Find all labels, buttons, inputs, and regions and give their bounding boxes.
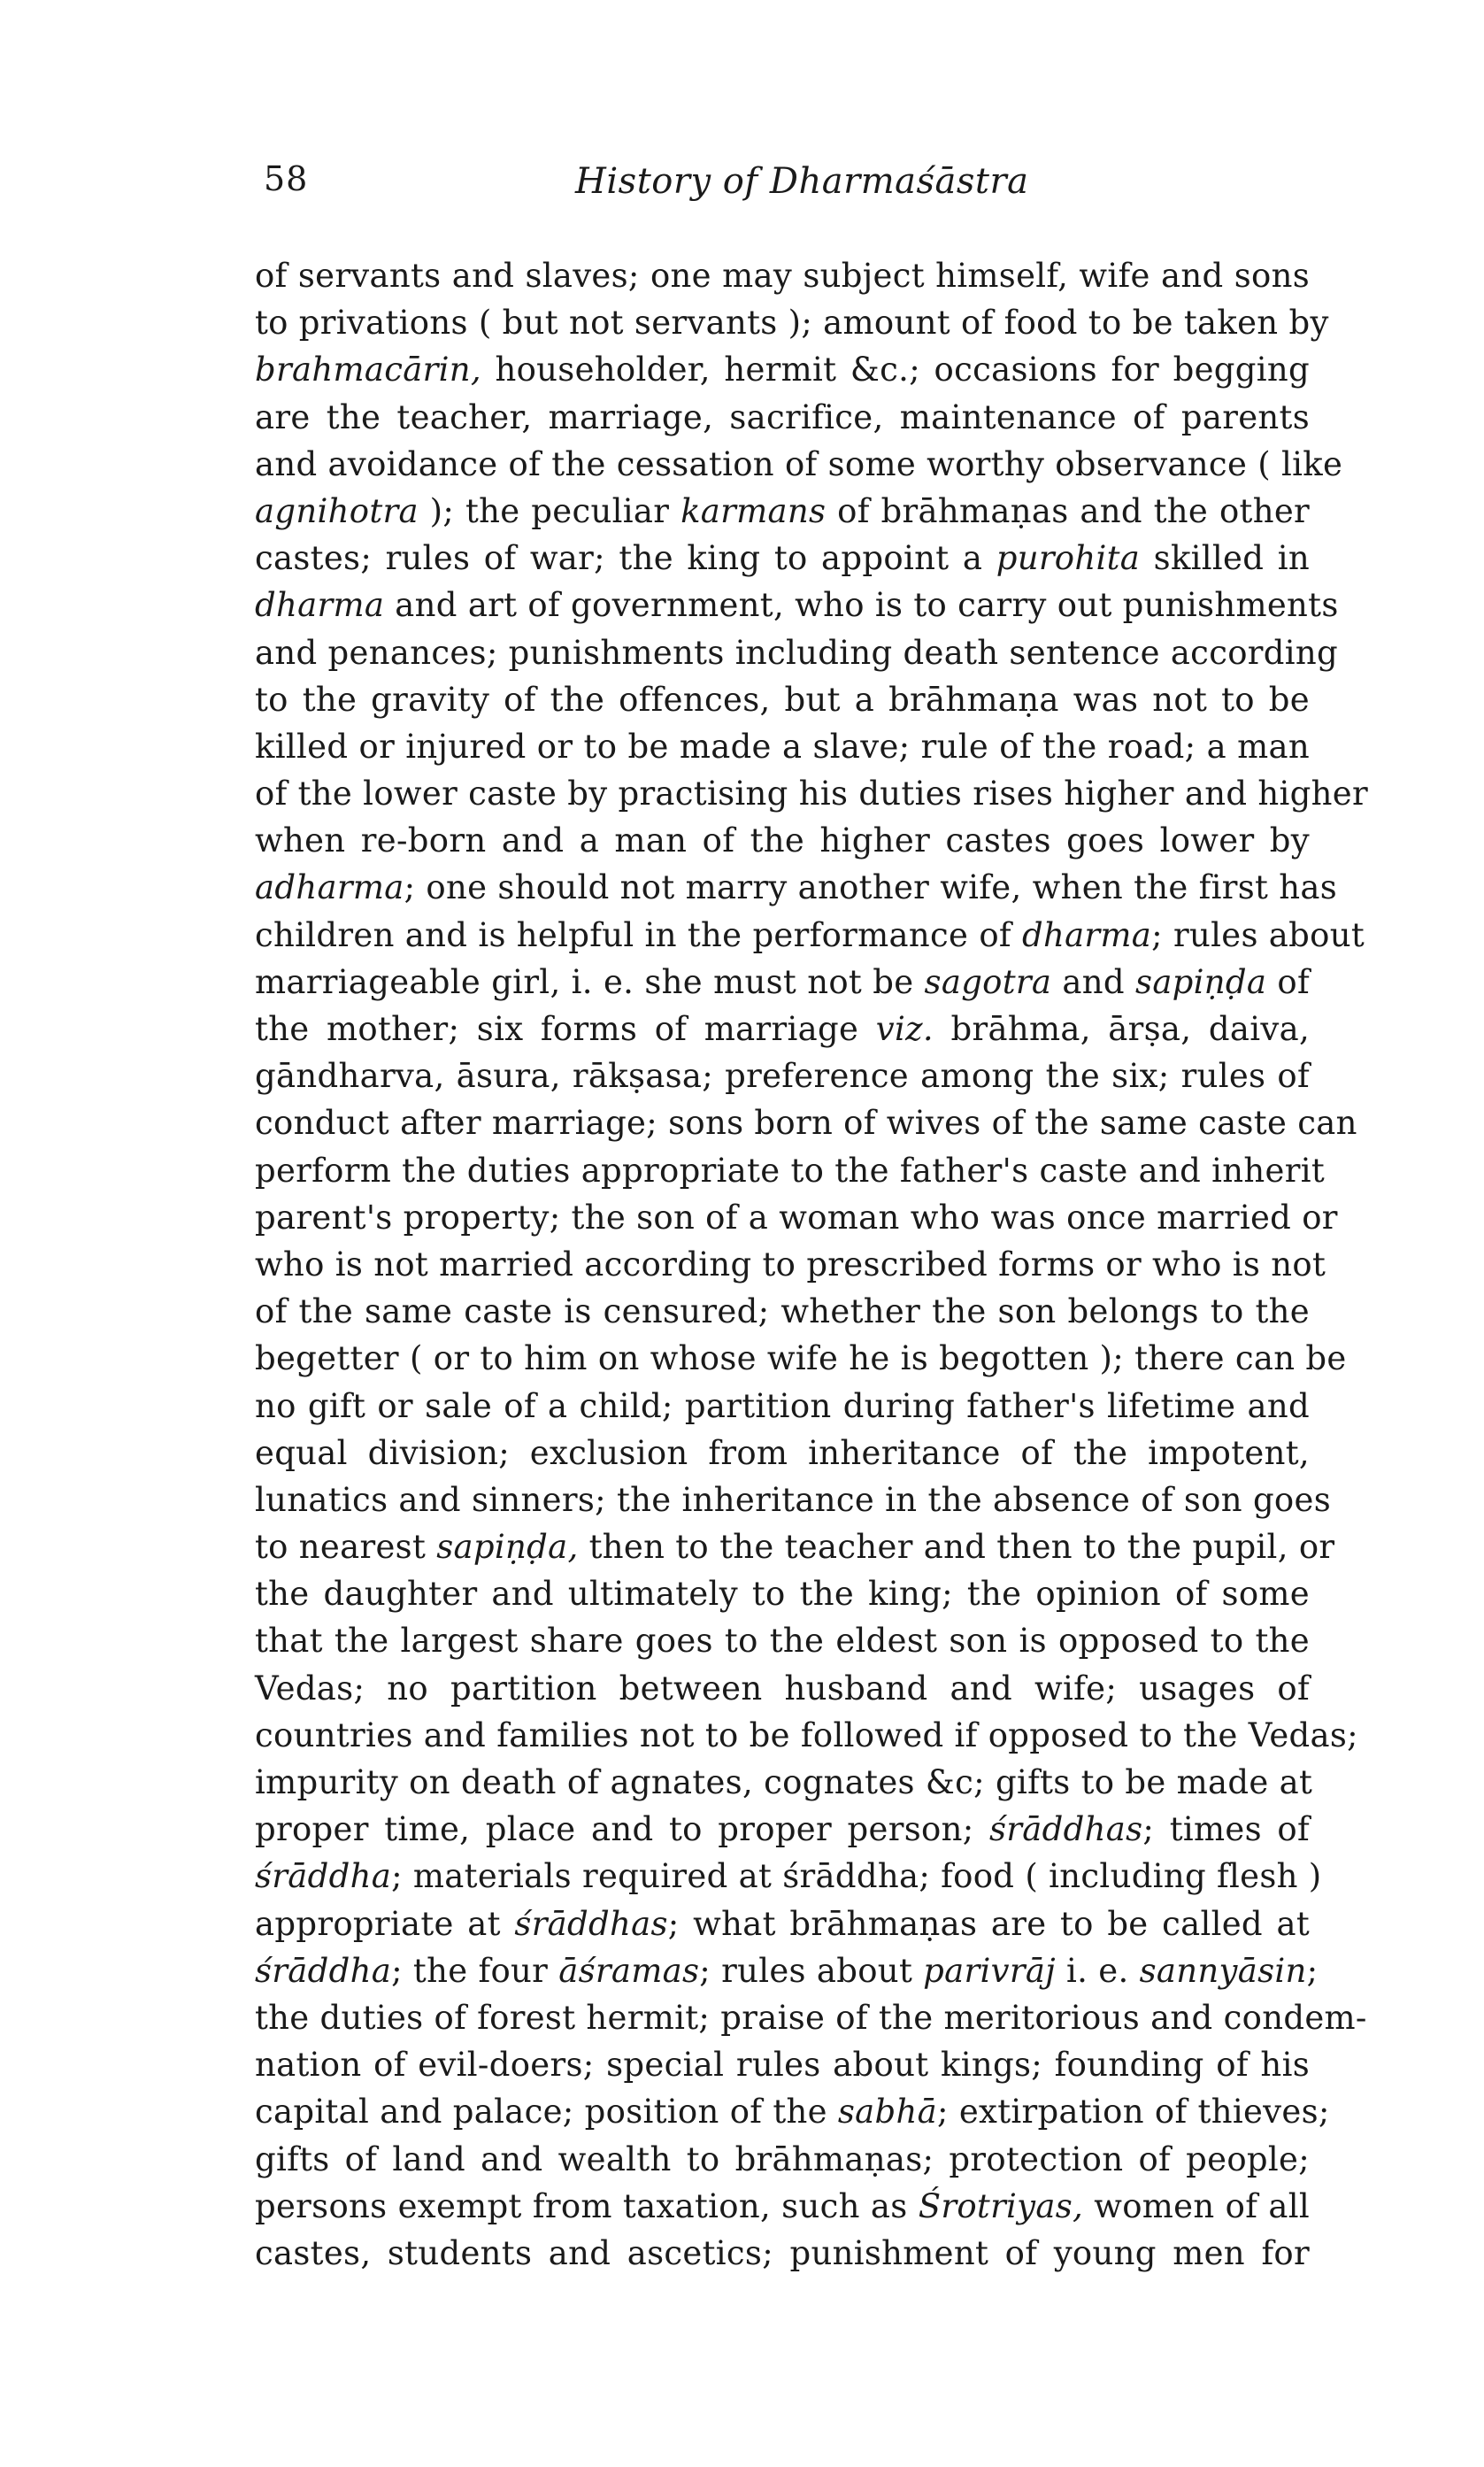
italic-term: adharma xyxy=(255,868,404,907)
text-segment: then to the teacher and then to the pupil, or xyxy=(578,1528,1335,1567)
text-line xyxy=(255,1900,1310,1947)
text-line xyxy=(255,1476,1331,1523)
text-line xyxy=(255,817,1310,864)
text-line xyxy=(255,1665,1310,1712)
text-line xyxy=(255,1570,1310,1617)
text-segment: of servants and slaves; one may subject himself, wife and sons xyxy=(255,257,1310,295)
text-segment: ; what brāhmaṇas are to be called at xyxy=(667,1904,1310,1943)
italic-term: dharma xyxy=(1021,915,1152,954)
text-segment: parent's property; the son of a woman who was once married or xyxy=(255,1198,1338,1237)
text-segment: ; the four xyxy=(391,1951,559,1990)
text-line xyxy=(255,2088,1330,2135)
text-line xyxy=(255,2136,1310,2183)
text-segment: of brāhmaṇas and the other xyxy=(826,491,1311,530)
italic-term: dharma xyxy=(255,586,385,625)
text-line xyxy=(255,2183,1310,2230)
text-line xyxy=(255,1853,1322,1900)
italic-term: brahmacārin, xyxy=(255,351,481,389)
text-line xyxy=(255,1194,1338,1241)
text-segment: ; rules about xyxy=(1151,915,1365,954)
text-segment: and xyxy=(1051,962,1136,1001)
text-segment: of the same caste is censured; whether the son belongs to the xyxy=(255,1292,1310,1331)
text-line xyxy=(255,488,1310,535)
text-segment: killed or injured or to be made a slave; rule of the road; a man xyxy=(255,727,1310,766)
text-segment: gifts of land and wealth to brāhmaṇas; protection of people; xyxy=(255,2139,1310,2178)
text-segment: skilled in xyxy=(1140,539,1310,578)
text-segment: ; materials required at śrāddha; food ( including flesh ) xyxy=(391,1857,1322,1896)
text-line xyxy=(255,1806,1310,1853)
text-segment: conduct after marriage; sons born of wives of the same caste can xyxy=(255,1104,1357,1143)
text-segment: castes; rules of war; the king to appoint a xyxy=(255,539,996,578)
text-segment: and penances; punishments including death sentence according xyxy=(255,633,1339,672)
text-segment: women of all xyxy=(1083,2186,1310,2225)
text-line xyxy=(255,346,1310,393)
text-segment: ; rules about xyxy=(699,1951,924,1990)
text-segment: countries and families not to be followed if opposed to the Vedas; xyxy=(255,1715,1358,1754)
text-line xyxy=(255,299,1329,346)
text-segment: castes, students and ascetics; punishment of young men for xyxy=(255,2233,1310,2272)
text-segment: persons exempt from taxation, such as xyxy=(255,2186,919,2225)
text-line xyxy=(255,1712,1358,1759)
italic-term: sapiṇḍa xyxy=(1135,962,1267,1001)
text-line xyxy=(255,1430,1310,1476)
text-segment: ; extirpation of thieves; xyxy=(937,2093,1330,2132)
italic-term: sapiṇḍa, xyxy=(436,1528,579,1567)
text-line xyxy=(255,1617,1310,1664)
text-segment: of the lower caste by practising his duties rises higher and higher xyxy=(255,775,1368,813)
text-line xyxy=(255,1052,1310,1099)
text-segment: no gift or sale of a child; partition during father's lifetime and xyxy=(255,1386,1310,1425)
text-line xyxy=(255,441,1343,488)
page-header xyxy=(0,159,1484,212)
text-segment: lunatics and sinners; the inheritance in the absence of son goes xyxy=(255,1480,1331,1519)
text-line xyxy=(255,252,1310,299)
text-line xyxy=(255,1241,1326,1288)
text-line xyxy=(255,959,1310,1006)
text-line xyxy=(255,2041,1310,2088)
text-segment: to privations ( but not servants ); amount of food to be taken by xyxy=(255,304,1329,343)
text-line xyxy=(255,1288,1310,1335)
text-segment: who is not married according to prescribed forms or who is not xyxy=(255,1245,1326,1284)
text-segment: that the largest share goes to the eldest son is opposed to the xyxy=(255,1622,1310,1661)
text-line xyxy=(255,2230,1310,2277)
text-line xyxy=(255,1335,1347,1382)
italic-term: viz. xyxy=(875,1010,934,1048)
italic-term: sannyāsin xyxy=(1139,1951,1307,1990)
italic-term: sabhā xyxy=(837,2093,938,2132)
text-line xyxy=(255,582,1339,628)
text-line xyxy=(255,1006,1310,1052)
text-segment: householder, hermit &c.; occasions for begging xyxy=(481,351,1310,389)
text-line xyxy=(255,912,1365,959)
text-segment: gāndharva, āsura, rākṣasa; preference among the six; rules of xyxy=(255,1057,1310,1096)
page-number: 58 xyxy=(264,159,309,198)
italic-term: karmans xyxy=(680,491,827,530)
text-segment: of xyxy=(1266,962,1310,1001)
text-segment: the duties of forest hermit; praise of the meritorious and condem- xyxy=(255,1998,1367,2037)
text-segment: marriageable girl, i. e. she must not be xyxy=(255,962,925,1001)
italic-term: śrāddha xyxy=(255,1951,392,1990)
text-segment: the mother; six forms of marriage xyxy=(255,1010,876,1048)
italic-term: Śrotriyas, xyxy=(918,2186,1084,2225)
italic-term: śrāddhas xyxy=(989,1810,1143,1849)
text-segment: when re-born and a man of the higher castes goes lower by xyxy=(255,821,1310,860)
text-segment: begetter ( or to him on whose wife he is begotten ); there can be xyxy=(255,1339,1347,1378)
italic-term: śrāddhas xyxy=(514,1904,668,1943)
italic-term: parivrāj xyxy=(923,1951,1056,1990)
text-line xyxy=(255,629,1339,676)
italic-term: śrāddha xyxy=(255,1857,392,1896)
text-line xyxy=(255,1383,1310,1430)
text-segment: capital and palace; position of the xyxy=(255,2093,838,2132)
text-line xyxy=(255,864,1338,911)
text-segment: to nearest xyxy=(255,1528,437,1567)
text-line xyxy=(255,535,1310,582)
text-segment: ); the peculiar xyxy=(418,491,681,530)
text-segment: ; times of xyxy=(1142,1810,1310,1849)
text-segment: perform the duties appropriate to the father's caste and inherit xyxy=(255,1151,1325,1190)
text-segment: i. e. xyxy=(1055,1951,1140,1990)
text-segment: brāhma, ārṣa, daiva, xyxy=(933,1010,1311,1048)
text-segment: to the gravity of the offences, but a brāhmaṇa was not to be xyxy=(255,680,1310,719)
italic-term: purohita xyxy=(996,539,1141,578)
text-segment: ; xyxy=(1306,1951,1319,1990)
text-segment: the daughter and ultimately to the king; the opinion of some xyxy=(255,1575,1310,1614)
text-segment: Vedas; no partition between husband and wife; usages of xyxy=(255,1669,1310,1708)
text-segment: children and is helpful in the performance of xyxy=(255,915,1022,954)
text-line xyxy=(255,1523,1335,1570)
text-segment: equal division; exclusion from inheritance of the impotent, xyxy=(255,1433,1310,1472)
text-line xyxy=(255,723,1310,770)
italic-term: agnihotra xyxy=(255,491,419,530)
italic-term: āśramas xyxy=(558,1951,700,1990)
text-segment: are the teacher, marriage, sacrifice, maintenance of parents xyxy=(255,397,1310,436)
text-segment: impurity on death of agnates, cognates &c; gifts to be made at xyxy=(255,1763,1313,1801)
text-segment: proper time, place and to proper person; xyxy=(255,1810,990,1849)
text-line xyxy=(255,1947,1319,1994)
text-line xyxy=(255,1147,1325,1194)
body-text xyxy=(255,252,1368,2277)
text-segment: and art of government, who is to carry out punishments xyxy=(384,586,1339,625)
text-segment: ; one should not marry another wife, when the first has xyxy=(404,868,1338,907)
text-line xyxy=(255,676,1310,723)
running-title: History of Dharmaśāstra xyxy=(575,161,1029,202)
text-segment: and avoidance of the cessation of some worthy observance ( like xyxy=(255,444,1343,483)
text-segment: nation of evil-doers; special rules about kings; founding of his xyxy=(255,2046,1310,2085)
text-line xyxy=(255,1994,1367,2041)
text-line xyxy=(255,1759,1313,1806)
text-segment: appropriate at xyxy=(255,1904,515,1943)
text-line xyxy=(255,394,1310,441)
text-line xyxy=(255,1099,1357,1146)
text-line xyxy=(255,770,1368,817)
italic-term: sagotra xyxy=(924,962,1052,1001)
